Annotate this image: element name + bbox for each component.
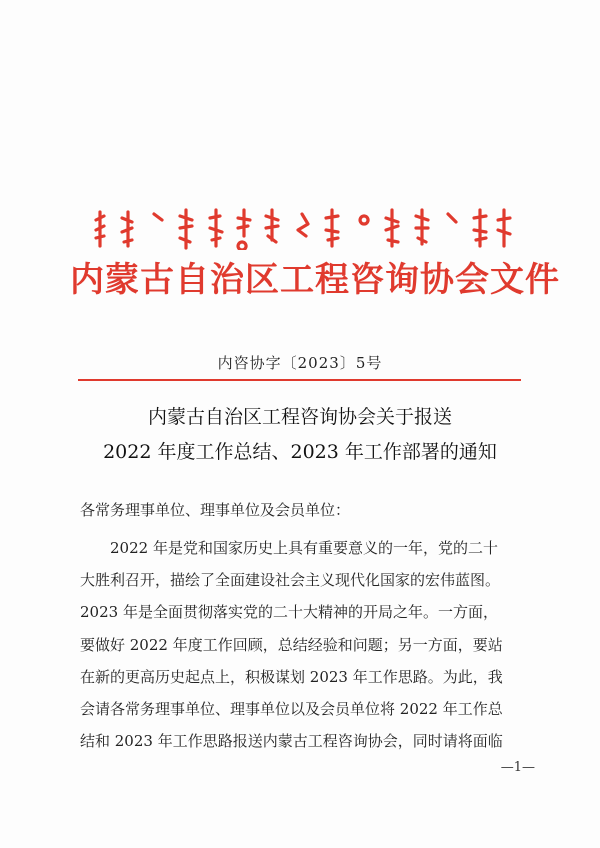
body-line: 2023 年是全面贯彻落实党的二十大精神的开局之年。一方面， bbox=[80, 603, 498, 621]
page-number: —1— bbox=[500, 760, 535, 775]
body-line: 大胜利召开，描绘了全面建设社会主义现代化国家的宏伟蓝图。 bbox=[80, 571, 501, 589]
body-line: 会请各常务理事单位、理事单位以及会员单位将 2022 年工作总 bbox=[80, 700, 503, 718]
mongolian-script-logo bbox=[92, 206, 512, 250]
body-line: 在新的更高历史起点上，积极谋划 2023 年工作思路。为此，我 bbox=[80, 668, 503, 686]
body-line: 要做好 2022 年度工作回顾，总结经验和问题；另一方面，要站 bbox=[80, 636, 503, 654]
body-line: 2022 年是党和国家历史上具有重要意义的一年，党的二十 bbox=[110, 539, 498, 557]
body-line: 结和 2023 年工作思路报送内蒙古工程咨询协会，同时请将面临 bbox=[80, 732, 503, 750]
document-number: 内咨协字〔2023〕5号 bbox=[217, 354, 383, 372]
org-title: 内蒙古自治区工程咨询协会文件 bbox=[70, 260, 560, 300]
document-title-line-1: 内蒙古自治区工程咨询协会关于报送 bbox=[147, 406, 452, 428]
red-divider bbox=[78, 379, 521, 381]
salutation: 各常务理事单位、理事单位及会员单位： bbox=[80, 501, 351, 519]
mongolian-script-header bbox=[92, 206, 512, 250]
document-title-line-2: 2022 年度工作总结、2023 年工作部署的通知 bbox=[103, 441, 497, 463]
